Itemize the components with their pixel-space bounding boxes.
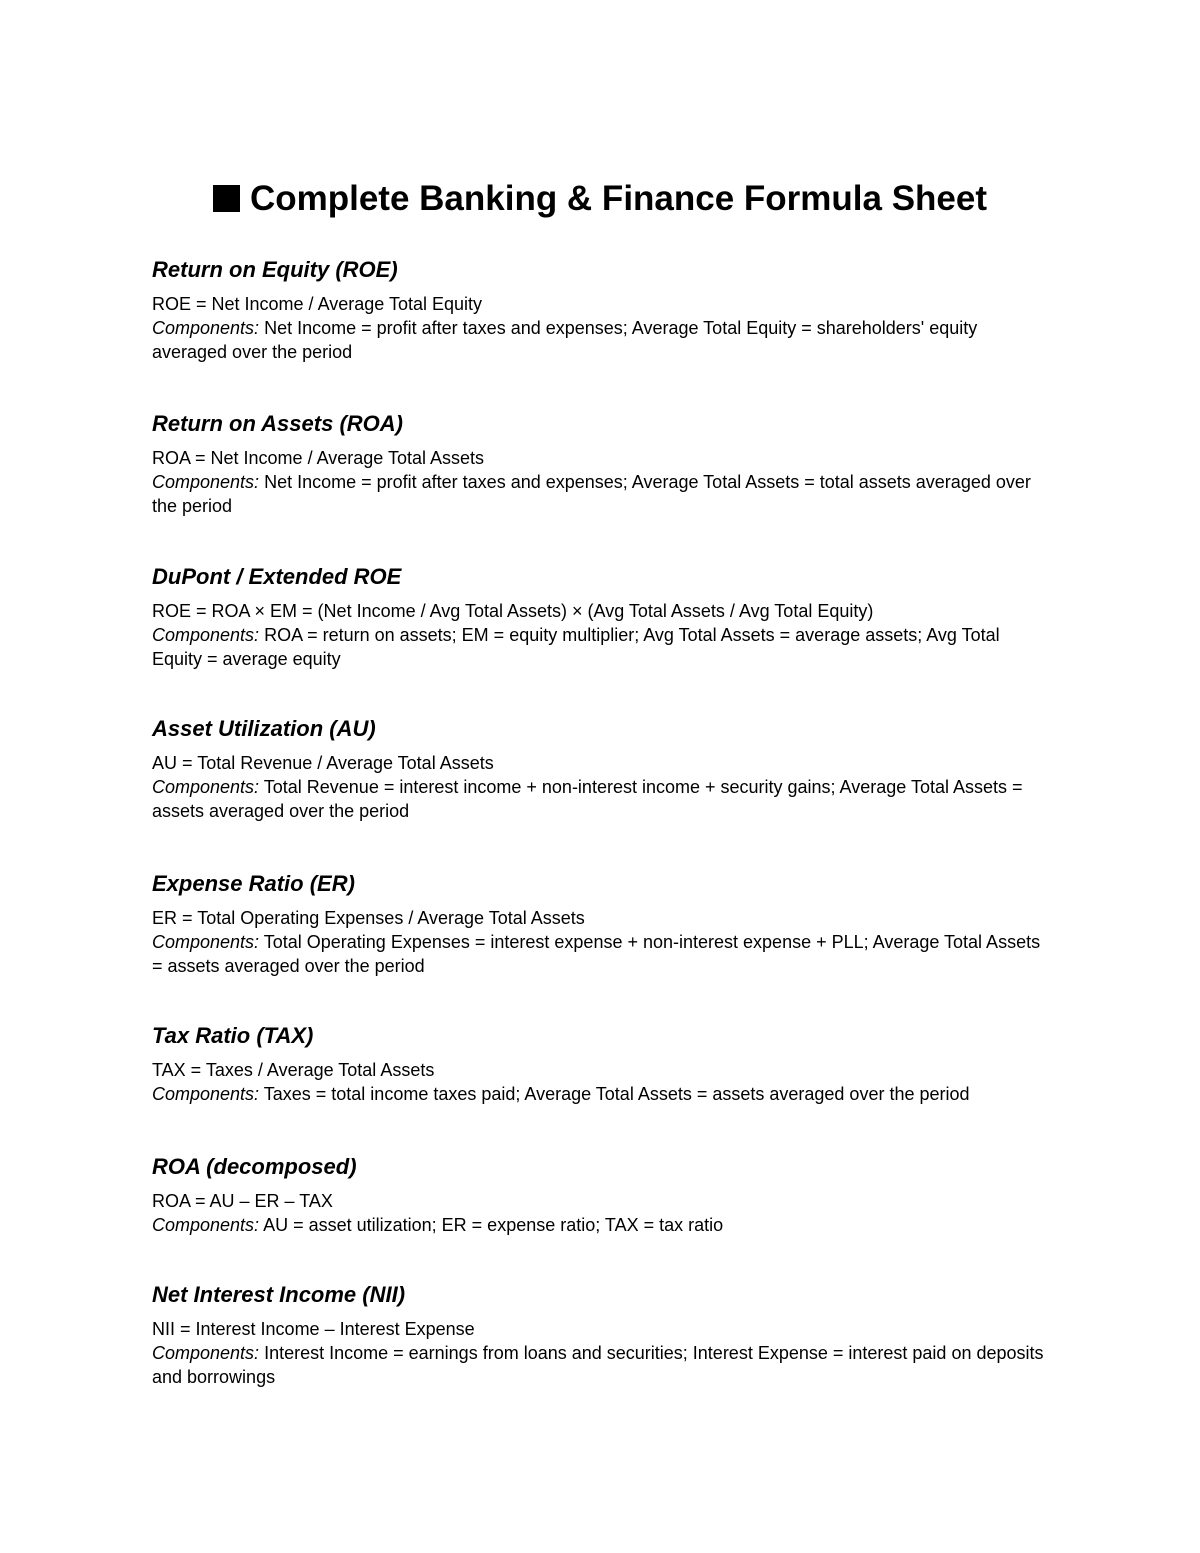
components-description: Net Income = profit after taxes and expenses; Average Total Equity = shareholders' equity averaged over the period	[152, 318, 978, 362]
formula-section-roe	[152, 254, 1052, 408]
components-text	[152, 1213, 1052, 1237]
components-description: Taxes = total income taxes paid; Average Total Assets = assets averaged over the period	[263, 1084, 970, 1104]
document-title	[0, 175, 1200, 223]
components-label: Components:	[152, 1084, 260, 1104]
components-description: Net Income = profit after taxes and expenses; Average Total Assets = total assets averaged over the period	[152, 472, 1031, 516]
formula-section-dupont	[152, 561, 1052, 713]
formula-text: ER = Total Operating Expenses / Average Total Assets	[152, 908, 585, 928]
section-title: Return on Assets (ROA)	[152, 411, 403, 436]
components-label: Components:	[152, 777, 260, 797]
formula-text: ROA = Net Income / Average Total Assets	[152, 448, 485, 468]
components-text	[152, 1082, 1052, 1106]
formula-text: NII = Interest Income – Interest Expense	[152, 1319, 475, 1339]
components-text	[152, 316, 1052, 364]
formula-text: AU = Total Revenue / Average Total Assets	[152, 753, 494, 773]
components-description: Total Revenue = interest income + non-interest income + security gains; Average Total Assets = assets averaged over the period	[152, 777, 1023, 821]
formula-text: ROA = AU – ER – TAX	[152, 1191, 333, 1211]
formula-list	[152, 254, 1052, 1389]
components-label: Components:	[152, 932, 260, 952]
components-text	[152, 470, 1052, 518]
components-description: Total Operating Expenses = interest expense + non-interest expense + PLL; Average Total Assets = assets averaged over the period	[152, 932, 1041, 976]
section-title: DuPont / Extended ROE	[152, 564, 402, 589]
components-text	[152, 623, 1052, 671]
formula-section-roa	[152, 408, 1052, 561]
components-text	[152, 930, 1052, 978]
formula-text: TAX = Taxes / Average Total Assets	[152, 1060, 435, 1080]
section-title: Asset Utilization (AU)	[152, 716, 376, 741]
components-label: Components:	[152, 1343, 260, 1363]
components-label: Components:	[152, 472, 260, 492]
section-title: Expense Ratio (ER)	[152, 871, 355, 896]
components-text	[152, 1341, 1052, 1389]
components-text	[152, 775, 1052, 823]
components-description: ROA = return on assets; EM = equity multiplier; Avg Total Assets = average assets; Avg Total Equity = average equity	[152, 625, 1000, 669]
formula-section-nii	[152, 1279, 1052, 1389]
components-description: Interest Income = earnings from loans and securities; Interest Expense = interest paid on deposits and borrowings	[152, 1343, 1044, 1387]
formula-section-au	[152, 713, 1052, 868]
components-label: Components:	[152, 318, 260, 338]
components-label: Components:	[152, 625, 260, 645]
black-square-icon	[213, 185, 240, 212]
components-description: AU = asset utilization; ER = expense ratio; TAX = tax ratio	[263, 1215, 724, 1235]
section-title: Return on Equity (ROE)	[152, 257, 398, 282]
formula-section-er	[152, 868, 1052, 1020]
section-title: Net Interest Income (NII)	[152, 1282, 406, 1307]
formula-text: ROE = ROA × EM = (Net Income / Avg Total Assets) × (Avg Total Assets / Avg Total Equity)	[152, 601, 874, 621]
document-title-text: Complete Banking & Finance Formula Sheet	[249, 179, 988, 219]
components-label: Components:	[152, 1215, 260, 1235]
section-title: ROA (decomposed)	[152, 1154, 357, 1179]
section-title: Tax Ratio (TAX)	[152, 1023, 314, 1048]
formula-text: ROE = Net Income / Average Total Equity	[152, 294, 483, 314]
formula-section-tax	[152, 1020, 1052, 1151]
formula-section-roa-decomposed	[152, 1151, 1052, 1279]
